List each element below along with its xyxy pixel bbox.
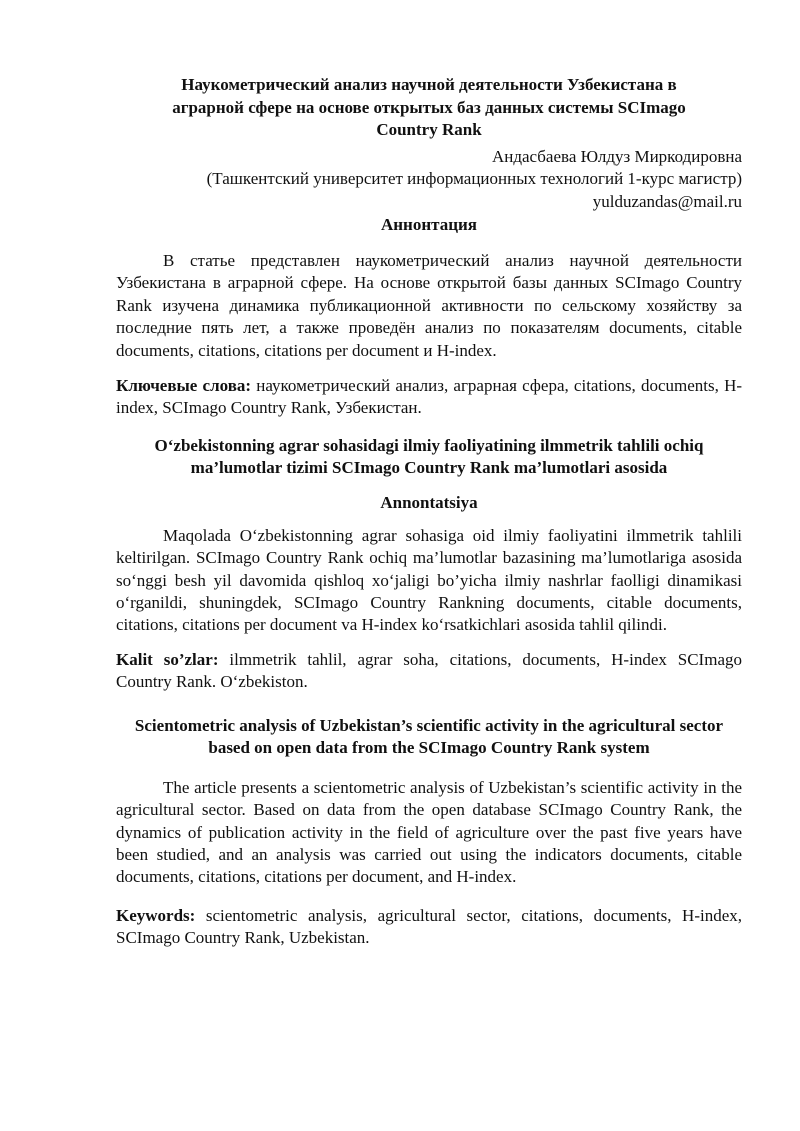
author-affiliation: (Ташкентский университет информационных технологий 1-курс магистр): [206, 169, 742, 188]
uzbek-keywords-label: Kalit so’zlar:: [116, 649, 219, 669]
uzbek-title: O‘zbekistonning agrar sohasidagi ilmiy faoliyatining ilmmetrik tahlili ochiq ma’lumotlar tizimi SCImago Country Rank ma’lumotlari asosida: [154, 435, 704, 478]
russian-keywords-label: Ключевые слова:: [116, 376, 252, 396]
english-keywords-text: scientometric analysis, agricultural sector, citations, documents, H-index, SCImago Country Rank, Uzbekistan.: [116, 905, 742, 948]
uzbek-keywords-text: ilmmetrik tahlil, agrar soha, citations, documents, H-index SCImago Country Rank. O‘zbekiston.: [116, 649, 742, 692]
russian-abstract-heading: Аннонтация: [380, 215, 477, 234]
russian-keywords: [116, 375, 742, 420]
russian-title: Наукометрический анализ научной деятельности Узбекистана в аграрной сфере на основе открытых баз данных системы SCImago Country Rank: [172, 75, 686, 139]
author-block: [116, 146, 742, 214]
uzbek-abstract: Maqolada O‘zbekistonning agrar sohasiga oid ilmiy faoliyatini ilmmetrik tahlili keltirilgan. SCImago Country Rank ochiq ma’lumotlar bazasining ma’lumotlariga asosida so‘nggi besh yil davomida qishloq xo‘jaligi bo’yicha ilmiy nashrlar faolligi dinamikasi o‘rganildi, shuningdek, SCImago Country Rankning documents, citable documents, citations, citations per document va H-index ko‘rsatkichlari asosida tahlil qilindi.: [116, 525, 742, 635]
english-keywords-label: Keywords:: [116, 905, 196, 925]
english-keywords: [116, 905, 742, 950]
uzbek-abstract-heading: Annontatsiya: [380, 492, 478, 512]
author-name: Андасбаева Юлдуз Миркодировна: [491, 146, 742, 166]
english-abstract: The article presents a scientometric analysis of Uzbekistan’s scientific activity in the agricultural sector. Based on data from the open database SCImago Country Rank, the dynamics of publication activity in the field of agriculture over the past five years have been studied, and an analysis was carried out using the indicators documents, citable documents, citations, citations per document, and H-index.: [116, 777, 742, 887]
russian-abstract: В статье представлен наукометрический анализ научной деятельности Узбекистана в аграрной сфере. На основе открытой базы данных SCImago Country Rank изучена динамика публикационной активности по сельскому хозяйству за последние пять лет, а также проведён анализ по показателям documents, citable documents, citations, citations per document и H-index.: [116, 251, 742, 360]
document-page: [116, 74, 742, 950]
english-title: Scientometric analysis of Uzbekistan’s scientific activity in the agricultural sector based on open data from the SCImago Country Rank system: [134, 715, 724, 758]
uzbek-keywords: [116, 649, 742, 694]
author-email: yulduzandas@mail.ru: [592, 191, 742, 211]
russian-keywords-text: наукометрический анализ, аграрная сфера, citations, documents, H-index, SCImago Country Rank, Узбекистан.: [116, 376, 743, 418]
